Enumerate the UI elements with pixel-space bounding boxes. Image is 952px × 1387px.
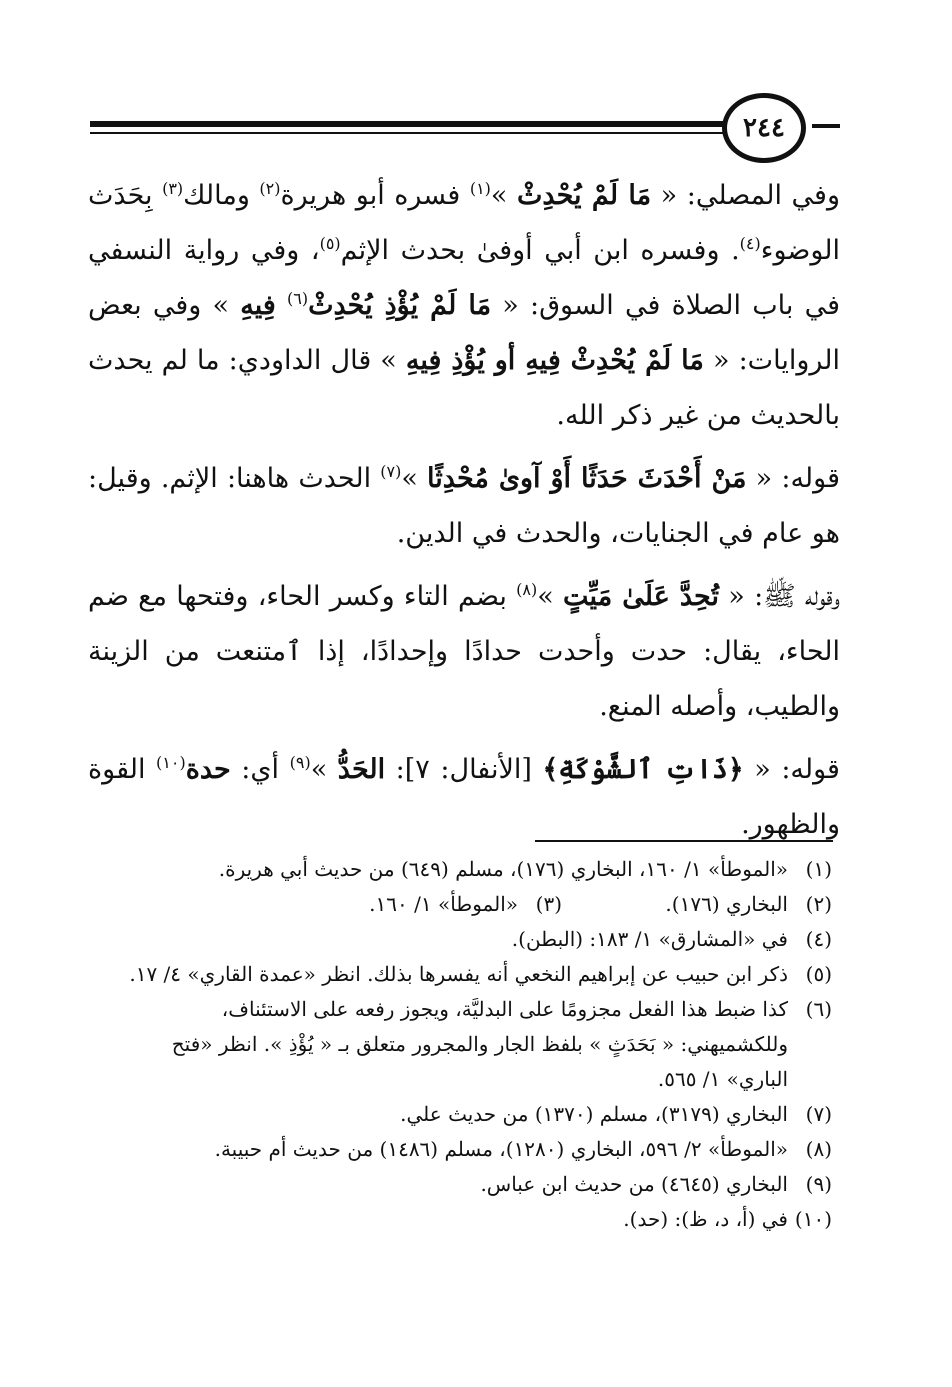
main-text: [88, 168, 840, 860]
footnote-item: [120, 922, 832, 957]
footnote-pair: [120, 887, 832, 922]
quoted-text: فِيهِ: [240, 290, 276, 321]
footnote-number: (٣): [535, 892, 562, 916]
quoted-text: مَا لَمْ يُحْدِثْ فِيهِ أو يُؤْذِ فِيهِ: [405, 345, 704, 376]
footnote-text: «الموطأ» ٢/ ٥٩٦، البخاري (١٢٨٠)، مسلم (١٤٨٦) من حديث أم حبيبة.: [214, 1137, 788, 1161]
quoted-text: حدة: [185, 754, 231, 785]
footnote-text: في (أ، د، ظ): (حد).: [623, 1207, 788, 1231]
text-run: قوله: «: [743, 754, 840, 785]
footnote-ref: (٢): [259, 179, 281, 198]
footnote-text: «الموطأ» ١/ ١٦٠، البخاري (١٧٦)، مسلم (٦٤٩) من حديث أبي هريرة.: [218, 857, 788, 881]
footnote-number: (٨): [805, 1137, 832, 1161]
text-run: »: [490, 180, 517, 211]
footnote-item: [120, 1132, 832, 1167]
text-run: فسره أبو هريرة: [280, 180, 470, 211]
footnote-ref: (٤): [739, 234, 761, 253]
header-rule-thin: [90, 132, 740, 134]
header-rule-thick: [90, 121, 740, 127]
text-run: . وفسره ابن أبي أوفىٰ بحدث الإثم: [340, 235, 740, 266]
footnote-item: [120, 992, 832, 1097]
footnote-text: البخاري (٣١٧٩)، مسلم (١٣٧٠) من حديث علي.: [400, 1102, 788, 1126]
footnote-text: في «المشارق» ١/ ١٨٣: (البطن).: [511, 927, 788, 951]
text-run: وقوله ﷺ: «: [719, 581, 840, 612]
footnote-ref: (٨): [516, 580, 538, 599]
text-run: [276, 290, 287, 321]
footnote-number: (١): [805, 857, 832, 881]
page-number-badge: [722, 93, 806, 163]
text-run: قوله: «: [746, 463, 841, 494]
header-rule-right: [812, 124, 840, 128]
text-run: أي:: [230, 754, 290, 785]
footnote-number: (٤): [805, 927, 832, 951]
footnotes: [120, 852, 832, 1237]
text-run: القوة والظهور.: [88, 754, 840, 840]
footnote-item: [120, 957, 832, 992]
text-run: ، وفي رواية النسفي في باب الصلاة في السوق: «: [88, 235, 840, 321]
page-number: ٢٤٤: [743, 113, 785, 143]
page-header: [0, 0, 952, 180]
footnote-ref: (٥): [319, 234, 341, 253]
footnote-ref: (١٠): [156, 753, 186, 772]
footnote-number: (٥): [805, 962, 832, 986]
quoted-text: مَنْ أَحْدَثَ حَدَثًا أَوْ آوىٰ مُحْدِثًا: [427, 463, 747, 494]
footnote-text: ذكر ابن حبيب عن إبراهيم النخعي أنه يفسرها بذلك. انظر «عمدة القاري» ٤/ ١٧.: [129, 962, 788, 986]
footnote-ref: (١): [469, 179, 491, 198]
paragraph: [88, 569, 840, 734]
footnote-item: [120, 1097, 832, 1132]
footnote-text: البخاري (١٧٦).: [665, 892, 788, 916]
text-run: الحدث هاهنا: الإثم. وقيل: هو عام في الجنايات، والحدث في الدين.: [88, 463, 840, 549]
quoted-text: الحَدُّ: [337, 754, 386, 785]
text-run: »: [537, 581, 564, 612]
text-run: » قال الداودي: ما لم يحدث بالحديث من غير ذكر الله.: [88, 345, 840, 431]
footnote-number: (٦): [805, 997, 832, 1021]
footnote-item: [562, 887, 832, 922]
footnote-ref: (٦): [286, 289, 309, 308]
text-run: بضم التاء وكسر الحاء، وفتحها مع ضم الحاء، يقال: حدت وأحدت حدادًا وإحدادًا، إذا ٱمتنعت من الزينة والطيب، وأصله المنع.: [88, 581, 840, 722]
footnote-text: «الموطأ» ١/ ١٦٠.: [369, 892, 518, 916]
text-run: [الأنفال: ٧]:: [385, 754, 543, 785]
footnote-number: (٧): [805, 1102, 832, 1126]
footnote-item: [120, 1167, 832, 1202]
footnote-ref: (٩): [289, 753, 311, 772]
footnote-text: كذا ضبط هذا الفعل مجزومًا على البدليَّة، ويجوز رفعه على الاستئناف، وللكشميهني: « بَحَدَثٍ » بلفظ الجار والمجرور متعلق بـ « يُؤْذِ ». انظر «فتح الباري» ١/ ٥٦٥.: [171, 997, 788, 1091]
text-run: »: [401, 463, 428, 494]
text-run: ومالك: [183, 180, 260, 211]
quoted-text: مَا لَمْ يُحْدِثْ: [516, 180, 652, 211]
footnote-item: [120, 852, 832, 887]
footnote-number: (٩): [805, 1172, 832, 1196]
footnote-number: (١٠): [794, 1207, 832, 1231]
paragraph: [88, 742, 840, 852]
footnote-item: [292, 887, 562, 922]
footnote-number: (٢): [805, 892, 832, 916]
footnote-ref: (٧): [380, 462, 402, 481]
text-run: بِحَدَث الوضوء: [88, 180, 840, 266]
text-run: » وفي بعض الروايات: «: [88, 290, 840, 376]
quoted-text: ﴿ذَاتِ ٱلشَّوْكَةِ﴾: [542, 754, 744, 785]
quoted-text: مَا لَمْ يُؤْذِ يُحْدِثْ: [308, 290, 492, 321]
quoted-text: تُحِدَّ عَلَىٰ مَيِّتٍ: [563, 581, 720, 612]
footnote-text: البخاري (٤٦٤٥) من حديث ابن عباس.: [480, 1172, 788, 1196]
text-run: »: [310, 754, 338, 785]
text-run: وفي المصلي: «: [651, 180, 840, 211]
footnote-item: [120, 1202, 832, 1237]
paragraph: [88, 168, 840, 443]
footnote-separator: [535, 840, 833, 842]
paragraph: [88, 451, 840, 561]
footnote-ref: (٣): [162, 179, 184, 198]
